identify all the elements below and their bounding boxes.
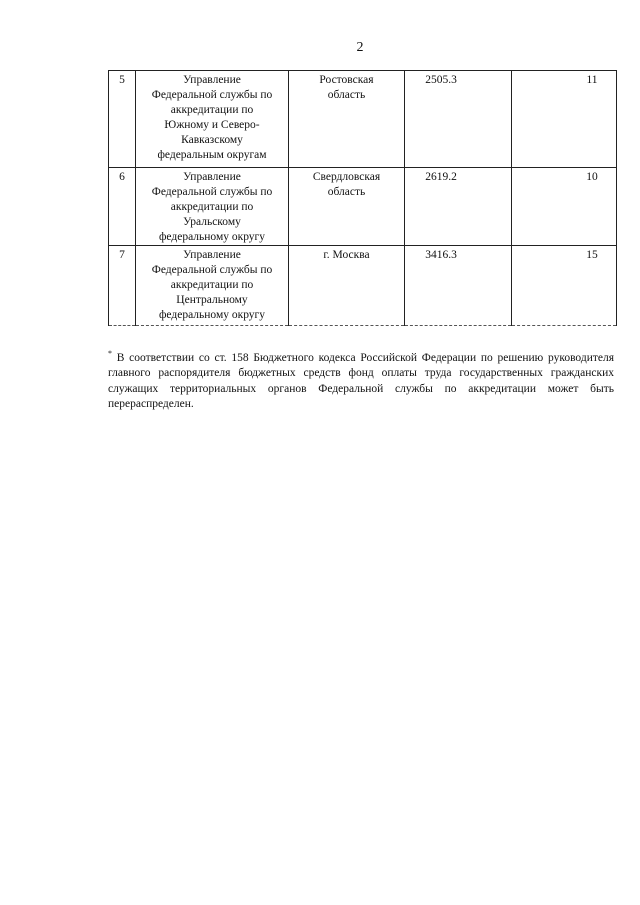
fund-cell: 2505.3 [405, 71, 512, 168]
body-name-line: аккредитации по [170, 201, 254, 213]
body-name-line: федеральному округу [158, 231, 266, 243]
body-name-line: Кавказскому [181, 134, 243, 146]
table-row [109, 168, 617, 246]
region-line: Ростовская [319, 74, 374, 86]
body-name-line: Центральному [176, 294, 248, 306]
body-name-cell [136, 246, 289, 326]
table-row [109, 246, 617, 326]
footnote-text: В соответствии со ст. 158 Бюджетного кодекса Российской Федерации по решению руководителя главного распорядителя бюджетных средств фонд оплаты труда государственных гражданских служащих территориальных органов Федеральной службы по аккредитации может быть перераспределен. [108, 351, 615, 411]
row-number: 5 [109, 71, 136, 168]
body-name-line: аккредитации по [170, 104, 254, 116]
region-line: г. Москва [323, 249, 370, 261]
body-name-line: Федеральной службы по [151, 264, 273, 276]
body-name-line: Управление [183, 74, 241, 86]
appendix-table [108, 70, 617, 326]
region-cell [289, 71, 405, 168]
body-name-cell [136, 168, 289, 246]
body-name-line: федеральному округу [158, 309, 266, 321]
body-name-cell [136, 71, 289, 168]
table-row [109, 71, 617, 168]
body-name-line: федеральным округам [157, 149, 267, 161]
region-cell [289, 168, 405, 246]
page-number: 2 [356, 40, 364, 55]
region-line: область [327, 89, 366, 101]
region-cell [289, 246, 405, 326]
appendix-table-wrap [108, 70, 616, 321]
body-name-line: Федеральной службы по [151, 89, 273, 101]
row-number: 7 [109, 246, 136, 326]
body-name-line: Уральскому [183, 216, 241, 228]
footnote [108, 346, 614, 413]
fund-cell: 2619.2 [405, 168, 512, 246]
body-name-line: Южному и Северо- [164, 119, 260, 131]
footnote-marker: * [108, 349, 112, 358]
region-line: Свердловская [312, 171, 381, 183]
body-name-line: Управление [183, 171, 241, 183]
body-name-line: аккредитации по [170, 279, 254, 291]
staff-count-cell: 15 [512, 246, 617, 326]
body-name-line: Федеральной службы по [151, 186, 273, 198]
fund-cell: 3416.3 [405, 246, 512, 326]
region-line: область [327, 186, 366, 198]
staff-count-cell: 10 [512, 168, 617, 246]
staff-count-cell: 11 [512, 71, 617, 168]
row-number: 6 [109, 168, 136, 246]
body-name-line: Управление [183, 249, 241, 261]
